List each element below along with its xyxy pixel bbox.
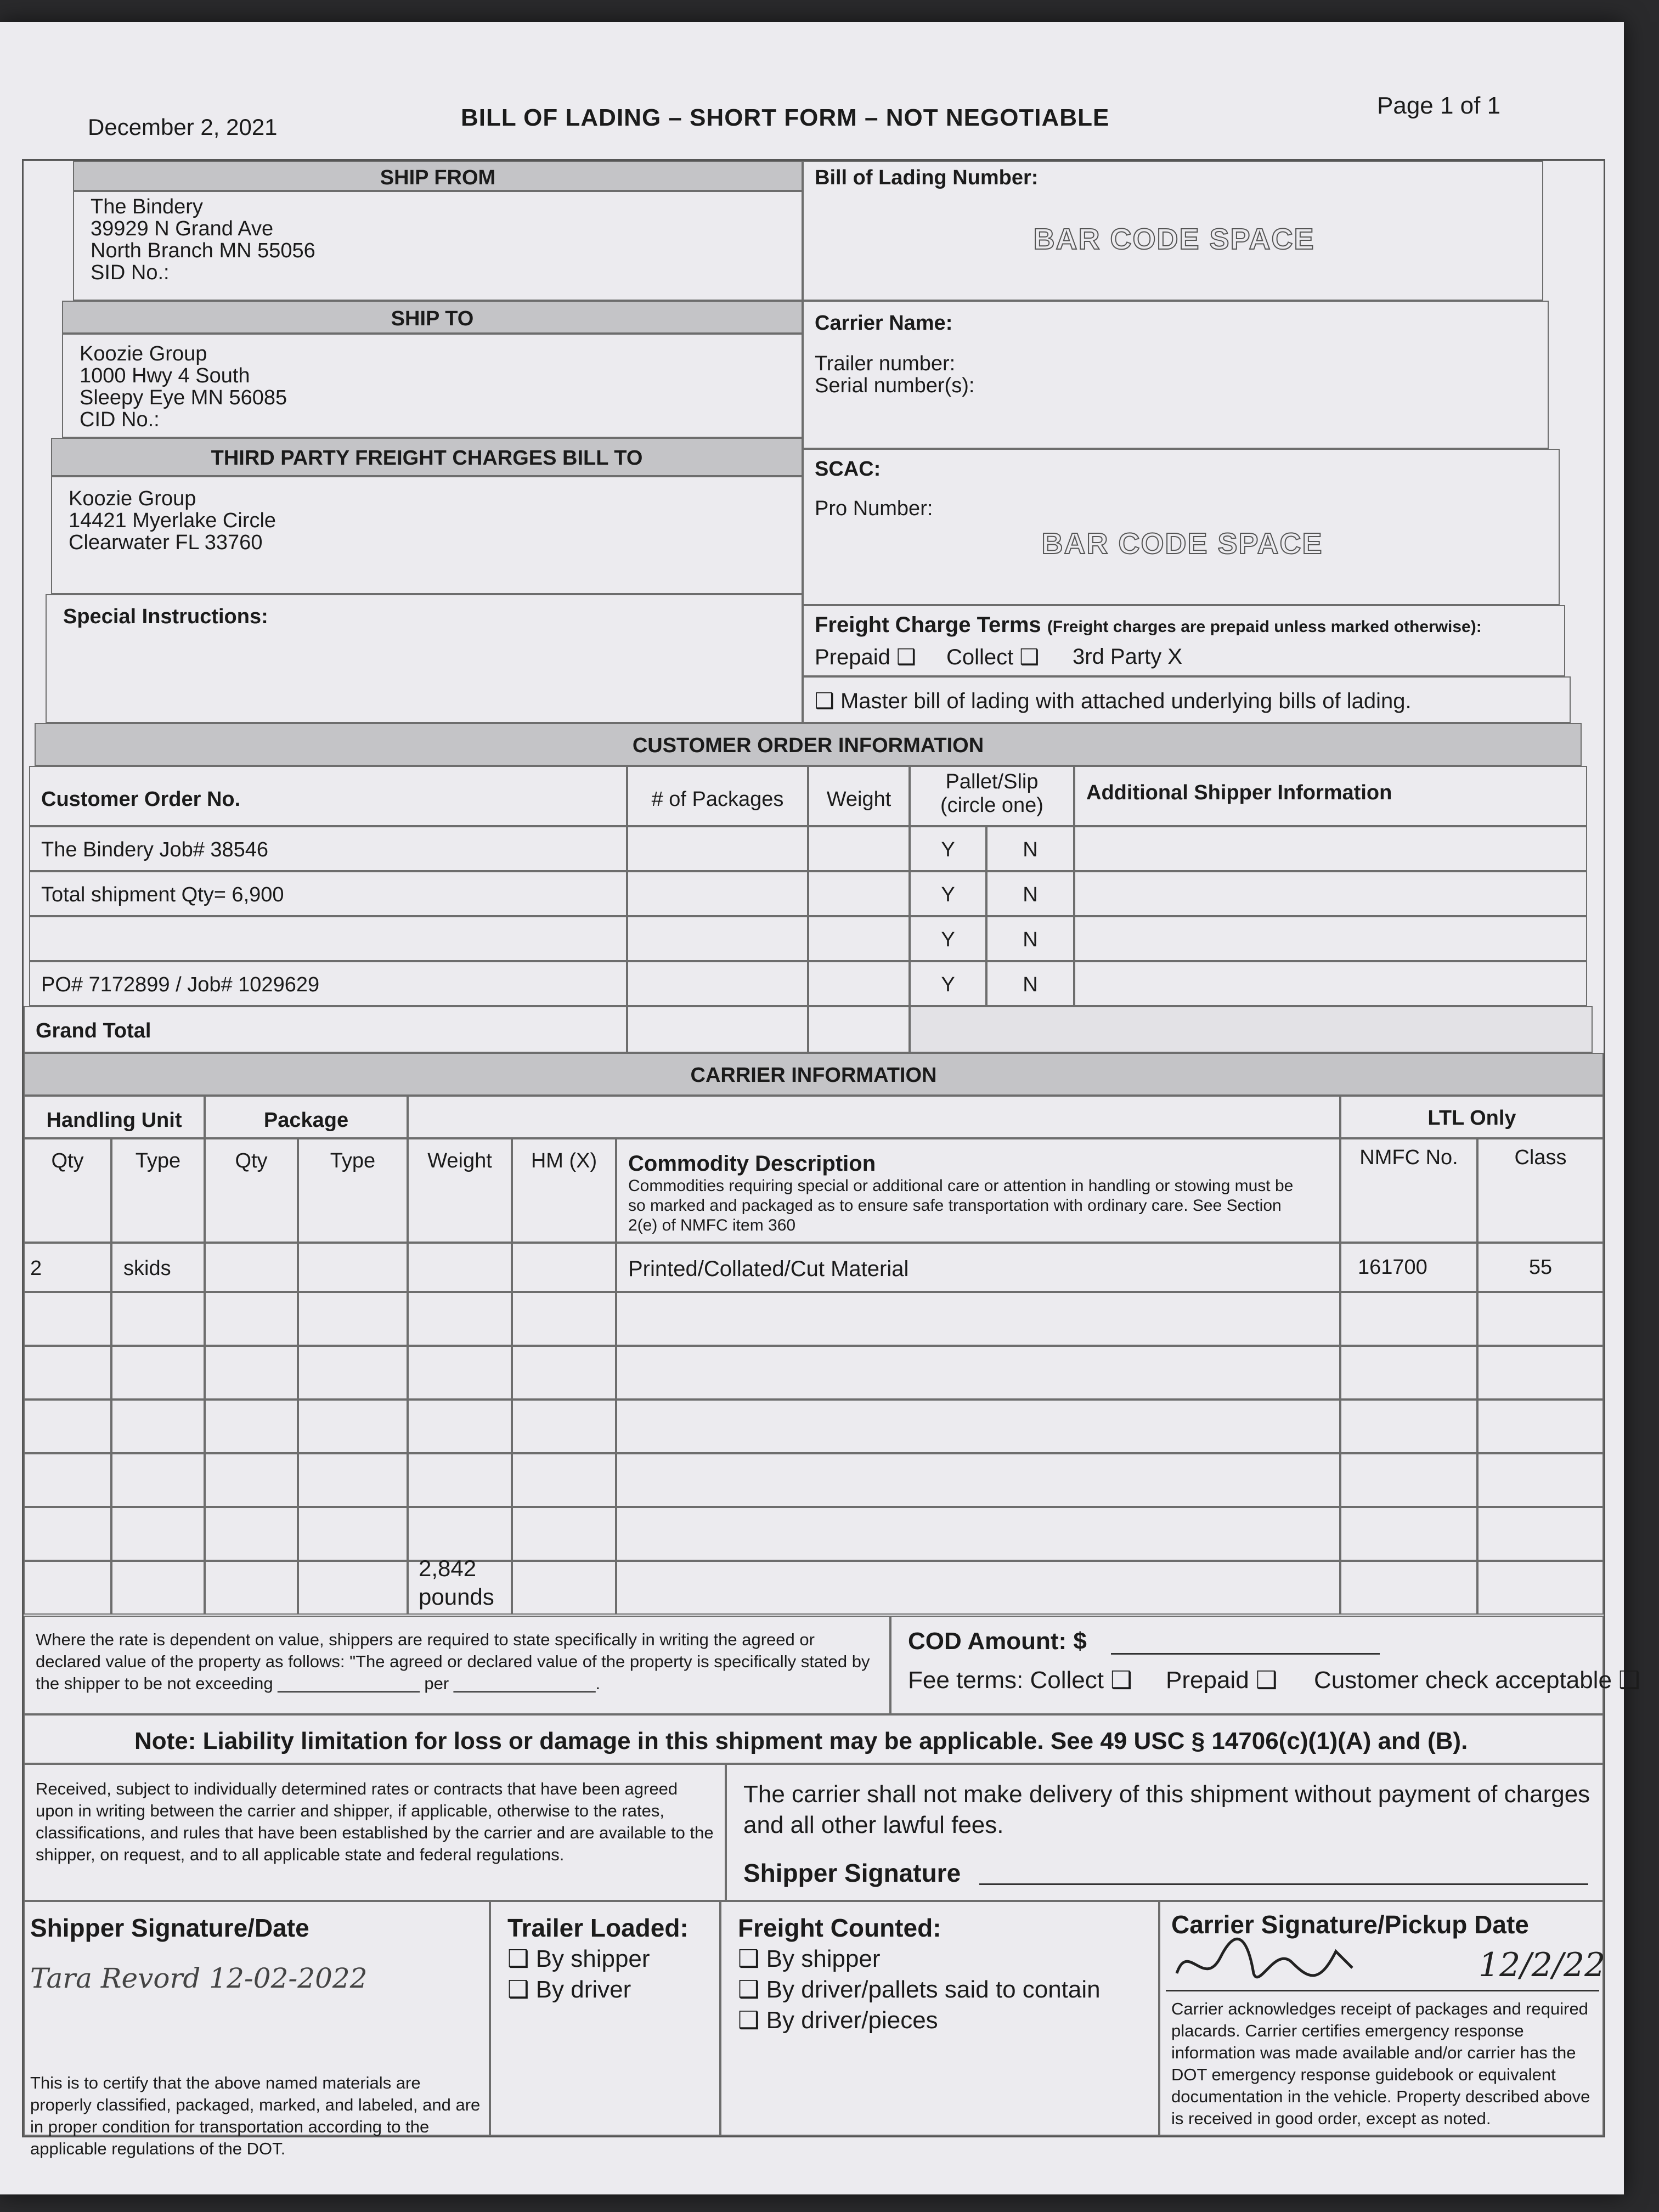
hu-type-cell[interactable] [111, 1400, 205, 1453]
pkg-qty-cell[interactable] [205, 1346, 298, 1400]
carrier-acknowledgement: Carrier acknowledges receipt of packages and required placards. Carrier certifies emergency response information was made available and/or carrier has the DOT emergency response guidebook or equivalent documentation in the vehicle. Property described above is received in good order, except as noted. [1171, 1999, 1590, 2128]
scac-label: SCAC: [815, 458, 881, 481]
shipper-certification: This is to certify that the above named materials are properly classified, packaged, marked, and labeled, and are in proper condition for transportation according to the applicable regulations of the DOT. [30, 2073, 481, 2158]
nmfc-cell[interactable] [1340, 1292, 1477, 1346]
weight-cell[interactable] [408, 1400, 512, 1453]
order-no-cell[interactable]: The Bindery Job# 38546 [29, 826, 627, 871]
document-title: BILL OF LADING – SHORT FORM – NOT NEGOTIABLE [461, 104, 1110, 131]
class-cell[interactable] [1477, 1453, 1604, 1507]
pkg-type-cell[interactable] [298, 1561, 408, 1615]
total-weight-value: 2,842 [419, 1555, 477, 1581]
pallet-n[interactable]: N [986, 871, 1074, 916]
ship-to-line: Sleepy Eye MN 56085 [80, 386, 287, 409]
description-cell[interactable] [616, 1346, 1340, 1400]
hu-type-cell[interactable] [111, 1292, 205, 1346]
trailer-loaded-box [490, 1901, 720, 2136]
pallet-n[interactable]: N [986, 961, 1074, 1006]
hu-type-cell[interactable] [111, 1453, 205, 1507]
shipper-signature-date-label: Shipper Signature/Date [30, 1914, 309, 1942]
weight-cell[interactable] [408, 1292, 512, 1346]
order-no-cell[interactable]: Total shipment Qty= 6,900 [29, 871, 627, 916]
freight-charge-terms [815, 613, 1482, 637]
bill-of-lading-sheet [0, 22, 1640, 2194]
col-weight: Weight [808, 766, 910, 826]
declared-value-note: Where the rate is dependent on value, shippers are required to state specifically in writing the agreed or declared value of the property as follows: "The agreed or declared value of the property is specifically stated by the shipper to be not exceeding _______________ per _______________. [24, 1616, 890, 1714]
barcode-space-2: BAR CODE SPACE [1041, 527, 1323, 560]
cod-amount-line[interactable] [1111, 1653, 1380, 1655]
collect-checkbox[interactable]: Collect ❑ [946, 645, 1040, 669]
ship-to-heading: SHIP TO [62, 301, 803, 334]
tl-by-driver-checkbox[interactable]: ❑ By driver [507, 1976, 631, 2003]
ship-from-box [73, 191, 803, 301]
handling-unit-heading: Handling Unit [24, 1096, 205, 1138]
carrier-signature-line [1166, 1990, 1599, 1991]
nmfc-cell[interactable] [1340, 1346, 1477, 1400]
description-cell[interactable] [616, 1292, 1340, 1346]
carrier-signature-scribble[interactable] [1171, 1935, 1358, 1995]
additional-info-cell[interactable] [1074, 871, 1587, 916]
hm-cell[interactable] [512, 1243, 616, 1292]
freight-counted-label: Freight Counted: [738, 1914, 941, 1942]
carrier-header-blank [408, 1096, 1340, 1138]
carrier-info-heading: CARRIER INFORMATION [24, 1053, 1604, 1096]
pallet-y[interactable]: Y [910, 916, 986, 961]
pallet-y[interactable]: Y [910, 826, 986, 871]
barcode-space: BAR CODE SPACE [1033, 223, 1315, 256]
pallet-y[interactable]: Y [910, 961, 986, 1006]
freight-terms-note: (Freight charges are prepaid unless marked otherwise): [1047, 618, 1482, 636]
ship-from-line: SID No.: [91, 261, 170, 284]
weight-cell[interactable] [408, 1243, 512, 1292]
pkg-type-cell[interactable] [298, 1400, 408, 1453]
hu-type-cell[interactable] [111, 1561, 205, 1615]
received-note: Received, subject to individually determined rates or contracts that have been agreed upon in writing between the carrier and shipper, if applicable, otherwise to the rates, classifications, and rules that have been established by the carrier and are available to the shipper, on request, and to all applicable state and federal regulations. [24, 1764, 726, 1901]
hu-qty-cell[interactable] [24, 1561, 111, 1615]
grand-total-label: Grand Total [24, 1006, 627, 1053]
pkg-qty-cell[interactable] [205, 1453, 298, 1507]
hm-cell[interactable] [512, 1561, 616, 1615]
description-cell[interactable]: Printed/Collated/Cut Material [616, 1243, 1340, 1292]
pkg-qty-cell[interactable] [205, 1243, 298, 1292]
pkg-type-cell[interactable] [298, 1292, 408, 1346]
grand-total-packages[interactable] [627, 1006, 808, 1053]
pkg-qty-cell[interactable] [205, 1292, 298, 1346]
hm-cell[interactable] [512, 1400, 616, 1453]
hu-type-cell[interactable]: skids [111, 1243, 205, 1292]
weight-cell[interactable] [808, 916, 910, 961]
commodity-description-heading [616, 1138, 1340, 1243]
hu-qty-cell[interactable] [24, 1453, 111, 1507]
hu-type-cell[interactable] [111, 1507, 205, 1561]
trailer-number-label: Trailer number: [815, 352, 956, 375]
description-cell[interactable] [616, 1400, 1340, 1453]
grand-total-blank [910, 1006, 1593, 1053]
description-cell[interactable] [616, 1561, 1340, 1615]
ship-to-box [62, 334, 803, 438]
class-cell[interactable] [1477, 1400, 1604, 1453]
pkg-type-cell[interactable] [298, 1346, 408, 1400]
nmfc-cell[interactable]: 161700 [1340, 1243, 1477, 1292]
carrier-pickup-date[interactable]: 12/2/22 [1479, 1946, 1606, 1984]
hu-type-cell[interactable] [111, 1346, 205, 1400]
nmfc-cell[interactable] [1340, 1400, 1477, 1453]
additional-info-cell[interactable] [1074, 916, 1587, 961]
nmfc-cell[interactable] [1340, 1507, 1477, 1561]
class-cell[interactable] [1477, 1561, 1604, 1615]
pallet-n[interactable]: N [986, 826, 1074, 871]
pkg-qty-cell[interactable] [205, 1507, 298, 1561]
packages-cell[interactable] [627, 961, 808, 1006]
master-bol-box [803, 676, 1571, 723]
col-pallet-slip [910, 766, 1074, 826]
ship-to-line: 1000 Hwy 4 South [80, 364, 250, 387]
hm-cell[interactable] [512, 1292, 616, 1346]
ship-from-heading: SHIP FROM [73, 161, 803, 191]
col-additional-shipper-info: Additional Shipper Information [1074, 766, 1587, 826]
ship-to-line: Koozie Group [80, 342, 207, 365]
total-weight [419, 1554, 494, 1611]
packages-cell[interactable] [627, 871, 808, 916]
hm-cell[interactable] [512, 1453, 616, 1507]
hu-qty-cell[interactable] [24, 1400, 111, 1453]
fc-pieces-checkbox[interactable]: ❑ By driver/pieces [738, 2007, 938, 2034]
pkg-type-cell[interactable] [298, 1453, 408, 1507]
hu-qty-cell[interactable] [24, 1346, 111, 1400]
circle-one-label: (circle one) [940, 794, 1043, 817]
customer-check-checkbox[interactable]: Customer check acceptable ❑ [1314, 1667, 1640, 1694]
weight-cell[interactable] [808, 871, 910, 916]
class-cell[interactable] [1477, 1507, 1604, 1561]
freight-terms-label: Freight Charge Terms [815, 613, 1041, 637]
shipper-signature-box [726, 1764, 1604, 1901]
freight-counted-box [720, 1901, 1159, 2136]
nmfc-heading: NMFC No. [1340, 1138, 1477, 1243]
page-number: Page 1 of 1 [1377, 92, 1501, 119]
hu-qty-cell[interactable] [24, 1292, 111, 1346]
pallet-slip-label: Pallet/Slip [945, 770, 1039, 793]
scac-box[interactable] [803, 449, 1560, 605]
ship-from-line: North Branch MN 55056 [91, 239, 315, 262]
carrier-delivery-note: The carrier shall not make delivery of this shipment without payment of charges and all other lawful fees. [743, 1781, 1590, 1838]
hu-type-heading: Type [111, 1138, 205, 1243]
serial-number-label: Serial number(s): [815, 374, 975, 397]
additional-info-cell[interactable] [1074, 826, 1587, 871]
total-weight-unit: pounds [419, 1584, 494, 1610]
pallet-y[interactable]: Y [910, 871, 986, 916]
document-date: December 2, 2021 [88, 114, 278, 140]
ltl-only-heading: LTL Only [1340, 1096, 1604, 1138]
commodity-note: Commodities requiring special or additional care or attention in handling or stowing must be so marked and packaged as to ensure safe transportation with ordinary care. See Section 2(e) of NMFC item 360 [628, 1177, 1294, 1234]
ship-from-line: 39929 N Grand Ave [91, 217, 274, 240]
carrier-signature-box [1159, 1901, 1604, 2136]
cod-box [890, 1616, 1640, 1714]
additional-info-cell[interactable] [1074, 961, 1587, 1006]
class-cell[interactable]: 55 [1477, 1243, 1604, 1292]
hm-cell[interactable] [512, 1346, 616, 1400]
fc-by-shipper-checkbox[interactable]: ❑ By shipper [738, 1945, 881, 1972]
weight-cell[interactable] [408, 1507, 512, 1561]
third-party-line: Koozie Group [69, 487, 196, 510]
special-instructions-label: Special Instructions: [63, 605, 268, 628]
shipper-signature-date-box [24, 1901, 490, 2158]
packages-cell[interactable] [627, 826, 808, 871]
col-customer-order-no: Customer Order No. [29, 766, 627, 826]
pkg-qty-cell[interactable] [205, 1561, 298, 1615]
hm-heading: HM (X) [512, 1138, 616, 1243]
hm-cell[interactable] [512, 1507, 616, 1561]
freight-charge-terms-box [803, 605, 1565, 676]
shipper-signature-value[interactable]: Tara Revord 12-02-2022 [30, 1962, 368, 1994]
third-party-line: Clearwater FL 33760 [69, 531, 263, 554]
pkg-type-cell[interactable] [298, 1243, 408, 1292]
class-cell[interactable] [1477, 1346, 1604, 1400]
grand-total-weight[interactable] [808, 1006, 910, 1053]
pkg-qty-cell[interactable] [205, 1400, 298, 1453]
package-heading: Package [205, 1096, 408, 1138]
fee-collect-checkbox[interactable]: Fee terms: Collect ❑ [908, 1667, 1132, 1694]
description-cell[interactable] [616, 1507, 1340, 1561]
bol-number-label: Bill of Lading Number: [815, 166, 1039, 189]
third-party-checkbox[interactable]: 3rd Party X [1073, 645, 1183, 669]
hu-qty-heading: Qty [24, 1138, 111, 1243]
third-party-box [51, 476, 803, 594]
weight-cell[interactable] [808, 961, 910, 1006]
col-packages: # of Packages [627, 766, 808, 826]
cod-amount-label: COD Amount: $ [908, 1628, 1087, 1655]
ship-from-line: The Bindery [91, 195, 203, 218]
pkg-type-heading: Type [298, 1138, 408, 1243]
customer-order-heading: CUSTOMER ORDER INFORMATION [35, 723, 1582, 766]
weight-heading: Weight [408, 1138, 512, 1243]
class-heading: Class [1477, 1138, 1604, 1243]
shipper-signature-label: Shipper Signature [743, 1859, 961, 1887]
order-no-cell[interactable] [29, 916, 627, 961]
prepaid-checkbox[interactable]: Prepaid ❑ [815, 645, 916, 669]
bol-form [22, 159, 1640, 2158]
carrier-name-label: Carrier Name: [815, 312, 953, 335]
pro-number-label: Pro Number: [815, 497, 933, 520]
weight-cell[interactable] [408, 1453, 512, 1507]
carrier-signature-label: Carrier Signature/Pickup Date [1171, 1910, 1529, 1939]
fee-prepaid-checkbox[interactable]: Prepaid ❑ [1166, 1667, 1278, 1694]
order-no-cell[interactable]: PO# 7172899 / Job# 1029629 [29, 961, 627, 1006]
third-party-line: 14421 Myerlake Circle [69, 509, 276, 532]
weight-cell[interactable] [808, 826, 910, 871]
liability-note: Note: Liability limitation for loss or damage in this shipment may be applicable. See 49 USC § 14706(c)(1)(A) and (B). [24, 1714, 1604, 1764]
carrier-name-box[interactable] [803, 301, 1549, 449]
fc-pallets-checkbox[interactable]: ❑ By driver/pallets said to contain [738, 1976, 1101, 2003]
pallet-n[interactable]: N [986, 916, 1074, 961]
nmfc-cell[interactable] [1340, 1453, 1477, 1507]
ship-to-line: CID No.: [80, 408, 160, 431]
pkg-type-cell[interactable] [298, 1507, 408, 1561]
packages-cell[interactable] [627, 916, 808, 961]
hu-qty-cell[interactable]: 2 [24, 1243, 111, 1292]
trailer-loaded-label: Trailer Loaded: [507, 1914, 689, 1942]
tl-by-shipper-checkbox[interactable]: ❑ By shipper [507, 1945, 650, 1972]
master-bol-checkbox[interactable]: ❑ Master bill of lading with attached underlying bills of lading. [815, 689, 1412, 713]
pkg-qty-heading: Qty [205, 1138, 298, 1243]
shipper-signature-line[interactable] [979, 1883, 1588, 1885]
description-cell[interactable] [616, 1453, 1340, 1507]
commodity-label: Commodity Description [628, 1152, 876, 1176]
nmfc-cell[interactable] [1340, 1561, 1477, 1615]
weight-cell[interactable] [408, 1346, 512, 1400]
special-instructions-box[interactable] [46, 594, 803, 723]
third-party-heading: THIRD PARTY FREIGHT CHARGES BILL TO [51, 438, 803, 476]
bol-number-box[interactable] [803, 161, 1543, 301]
class-cell[interactable] [1477, 1292, 1604, 1346]
hu-qty-cell[interactable] [24, 1507, 111, 1561]
